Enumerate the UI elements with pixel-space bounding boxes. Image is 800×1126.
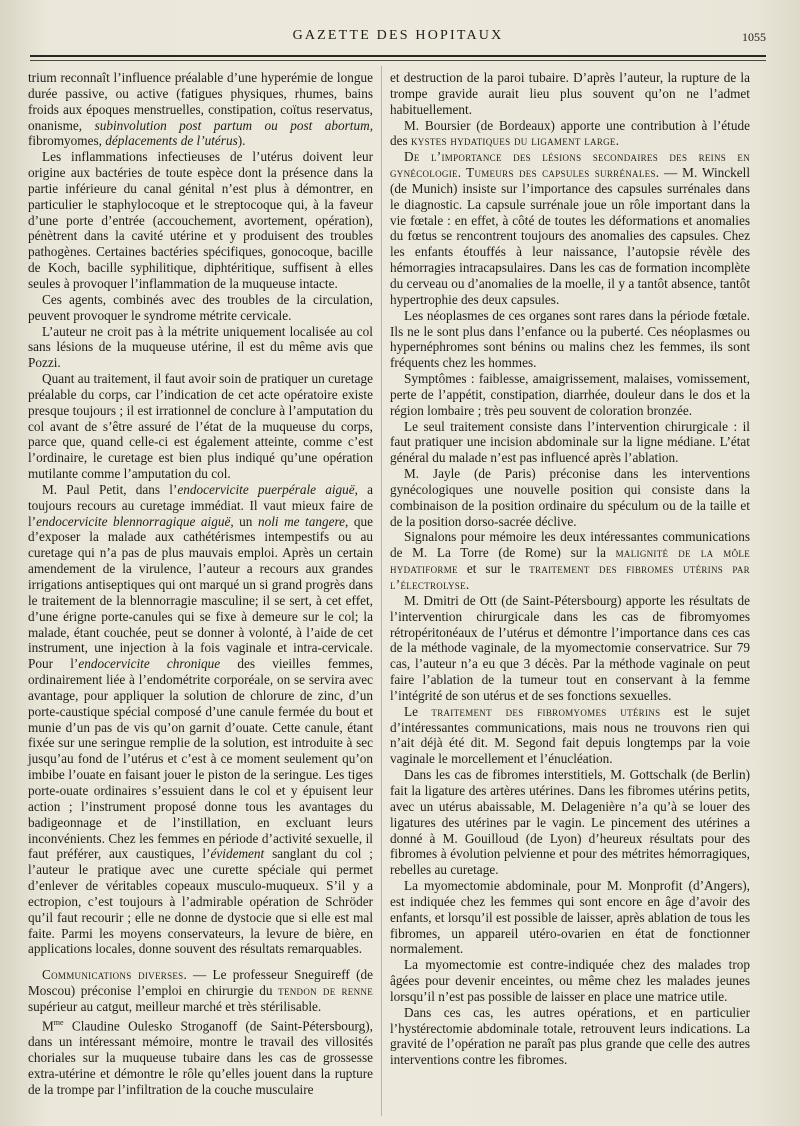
left-column: [28, 70, 373, 1097]
paragraph: La myomectomie abdominale, pour M. Monprofit (d’Angers), est indiquée chez les femmes qui sont encore en âge d’avoir des enfants, et lorsqu’il est possible de laisser, après ablation de tous les fibromes, un appareil utéro-ovarien en état de fonctionner normalement.: [390, 878, 750, 957]
paragraph: M. Boursier (de Bordeaux) apporte une contribution à l’étude des kystes hydatiques du ligament large.: [390, 117, 750, 149]
paragraph: et destruction de la paroi tubaire. D’après l’auteur, la rupture de la trompe gravide aurait lieu plus souvent qu’on ne l’admet habituellement.: [390, 70, 750, 117]
paragraph: Symptômes : faiblesse, amaigrissement, malaises, vomissement, perte de l’appétit, constipation, diarrhée, douleur dans le dos et la région lombaire ; très peu souvent de coloration bronzée.: [390, 371, 750, 418]
paragraph: La myomectomie est contre-indiquée chez des malades trop âgées pour devenir enceintes, ou même chez les malades jeunes lorsqu’il n’est pas possible de laisser en place une matrice utile.: [390, 957, 750, 1004]
paragraph: M. Paul Petit, dans l’endocervicite puerpérale aiguë, a toujours recours au curetage immédiat. Il vaut mieux faire de l’endocervicite blennorragique aiguë, un noli me tangere, que d’exposer la malade aux cathétérismes intempestifs ou au curetage qui n’a pas de plus mauvais emploi. Après un certain amendement de la virulence, l’auteur a recours aux grandes irrigations antiseptiques qui ont marqué un si grand progrès dans le traitement de la blennorragie masculine; il se sert, à cet effet, d’une érigne porte-canules qui se fixe à demeure sur le col; la malade, étant couchée, peut se donner à volonté, à l’aide de cet instrument, une injection à la fois vaginale et intra-cervicale. Pour l’endocervicite chronique des vieilles femmes, ordinairement liée à l’endométrite corporéale, on se servira avec avantage, pour appliquer la solution de chlorure de zinc, d’un porte-caustique spécial composé d’une canule fermée du bout et munie d’un pas de vis qu’on garnit d’ouate. Cette canule, étant fixée sur une seringue remplie de la solution, est introduite à sec jusqu’au fond de l’utérus et c’est à ce moment seulement qu’on imbibe l’ouate en faisant jouer le piston de la seringue. Les tiges porte-ouate ordinaires s’essuient dans le col et y épuisent leur action ; l’instrument proposé donne tous les avantages du badigeonnage et de l’instillation, en excluant leurs inconvénients. Chez les femmes en période d’activité sexuelle, il faut préférer, aux caustiques, l’évidement sanglant du col ; l’auteur le pratique avec une curette spéciale qui permet d’enlever de véritables copeaux musculo-muqueux. S’il y a ectropion, c’est toujours à l’admirable opération de Schröder qu’il faut recourir ; elle ne donne de dystocie que si elle est mal faite. Parmi les moyens conservateurs, la levure de bière, en applications locales, donne souvent des résultats remarquables.: [28, 481, 374, 957]
paragraph: L’auteur ne croit pas à la métrite uniquement localisée au col sans lésions de la muqueuse utérine, il est du même avis que Pozzi.: [28, 323, 373, 371]
paragraph: trium reconnaît l’influence préalable d’une hyperémie de longue durée passive, ou active (fatigues physiques, rhumes, bains froids aux époques menstruelles, constipation, coïtus reservatus, onanisme, subinvolution post partum ou post abortum, fibromyomes, déplacements de l’utérus).: [28, 70, 373, 149]
paragraph: $M^{me}$ Claudine Oulesko Stroganoff (de Saint-Pétersbourg), dans un intéressant mémoire, montre le travail des villosités choriales sur la muqueuse tubaire dans les cas de grossesse extra-utérine et démontre le rôle qu’elles jouent dans la rupture de la trompe par l’infiltration de la couche musculaire: [28, 1017, 373, 1097]
paragraph: Signalons pour mémoire les deux intéressantes communications de M. La Torre (de Rome) sur la malignité de la môle hydatiforme et sur le traitement des fibromes utérins par l’électrolyse.: [390, 529, 750, 592]
right-column: [390, 70, 750, 1068]
journal-title: GAZETTE DES HOPITAUX: [292, 28, 504, 43]
paragraph: Dans les cas de fibromes interstitiels, M. Gottschalk (de Berlin) fait la ligature des artères utérines. Dans les fibromes utérins petits, avec un utérus abaissable, M. Delagenière n’a qu’à se louer des ligatures des utérines par le vagin. Le pincement des utérines a donné à M. Gouilloud (de Lyon) d’heureux résultats pour des fibromes à évolution pelvienne et pour des métrites hémorragiques, rebelles au curetage.: [390, 767, 750, 878]
paragraph: Les néoplasmes de ces organes sont rares dans la période fœtale. Ils ne le sont plus dans l’enfance ou la puberté. Ces néoplasmes ou hypernéphromes sont bénins ou malins chez les femmes, ils sont fréquents chez les hommes.: [390, 307, 750, 371]
paragraph: M. Dmitri de Ott (de Saint-Pétersbourg) apporte les résultats de l’intervention chirurgicale dans les cas de fibromyomes rétropéritonéaux de l’utérus et démontre l’importance dans ces cas de la méthode vaginale, de la myomectomie conservatrice. Sur 79 cas, l’auteur n’a eu que 3 décès. Par la méthode vaginale on peut faire l’ablation de la tumeur tout en conservant à la femme l’intégrité de son utérus et de ses fonctions sexuelles.: [390, 592, 750, 703]
paragraph: Quant au traitement, il faut avoir soin de pratiquer un curetage préalable du corps, car l’indication de cet acte opératoire existe presque toujours ; il est irrationnel de conclure à l’amputation du col avant de s’être assuré de l’état de la muqueuse du corps, parce que, quand celle-ci est également atteinte, comme c’est l’ordinaire, le curetage est bien plus indiqué qu’une opération mutilante comme l’amputation du col.: [28, 371, 373, 482]
header-rule-thin: [30, 60, 766, 61]
paragraph: Le seul traitement consiste dans l’intervention chirurgicale : il faut pratiquer une incision abdominale sur la ligne médiane. L’état général du malade n’est pas influencé après l’ablation.: [390, 418, 750, 466]
page-number: 1055: [742, 30, 766, 44]
paragraph: Les inflammations infectieuses de l’utérus doivent leur origine aux bactéries de toute espèce dont la présence dans la partie inférieure du canal génital n’est plus à démontrer, en particulier le staphylocoque et le streptocoque qui, à la faveur d’une porte d’entrée (accouchement, avortement, opération), pénètrent dans la cavité utérine et y produisent des troubles pathogènes. Certaines bactéries spécifiques, gonocoque, bacille de Koch, bacille syphilitique, diphtéritique, suffisent à elles seules à provoquer l’inflammation de la muqueuse intacte.: [28, 149, 373, 291]
header-rule-thick: [30, 55, 766, 57]
paragraph: Dans ces cas, les autres opérations, et en particulier l’hystérectomie abdominale totale, retrouvent leurs indications. La gravité de l’opération ne paraît pas plus grande que celle des autres interventions contre les fibromes.: [390, 1004, 750, 1068]
page-header: [30, 28, 766, 48]
paragraph: De l’importance des lésions secondaires des reins en gynécologie. Tumeurs des capsules surrénales. — M. Winckell (de Munich) insiste sur l’importance des capsules surrénales dans le diagnostic. La capsule surrénale joue un rôle important dans la vie fœtale : en effet, à côté de toutes les déformations et anomalies du fœtus se rencontrent toujours des anomalies des capsules. Chez les enfants étouffés à leur naissance, l’autopsie révèle des hémorragies intracapsulaires. Dans les cas de formation incomplète du cerveau ou d’anomalies de la moelle, il y a tantôt absence, tantôt hypertrophie des deux capsules.: [390, 149, 750, 307]
paragraph: M. Jayle (de Paris) préconise dans les interventions gynécologiques une nouvelle position qui consiste dans la combinaison de la position ordinaire du spéculum ou de la taille et de la position dorso-sacrée déclive.: [390, 466, 750, 529]
paragraph: Le traitement des fibromyomes utérins est le sujet d’intéressantes communications, mais nous ne trouvons rien qui n’ait déjà été dit. M. Segond fait depuis longtemps par la voie vaginale le morcellement et l’énucléation.: [390, 703, 750, 767]
paragraph: Communications diverses. — Le professeur Sneguireff (de Moscou) préconise l’emploi en chirurgie du tendon de renne supérieur au catgut, meilleur marché et très stérilisable.: [28, 967, 373, 1014]
paragraph: Ces agents, combinés avec des troubles de la circulation, peuvent provoquer le syndrome métrite cervicale.: [28, 291, 373, 323]
column-divider: [381, 66, 382, 1116]
